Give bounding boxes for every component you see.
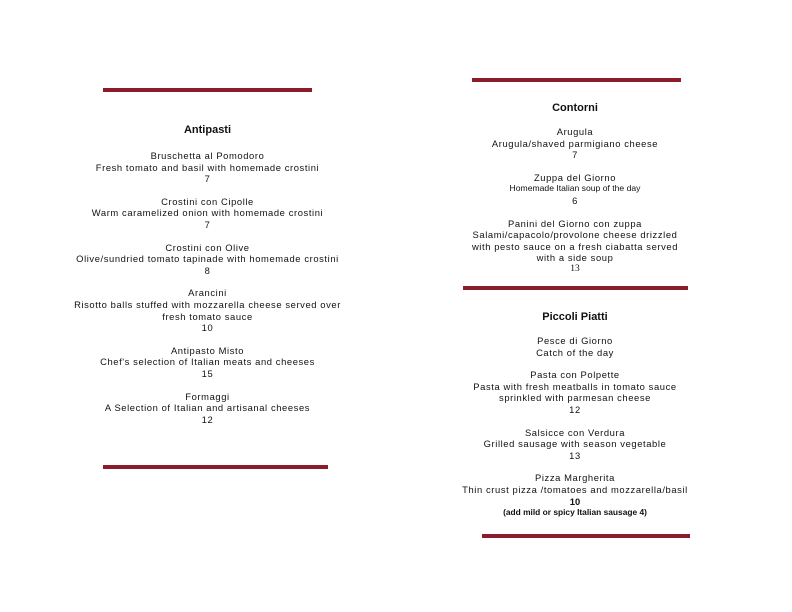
menu-item <box>30 150 385 185</box>
antipasti-title: Antipasti <box>183 124 232 136</box>
item-price: 7 <box>572 149 578 161</box>
item-note: (add mild or spicy Italian sausage 4) <box>503 507 647 518</box>
menu-item <box>420 126 730 161</box>
item-description: Chef's selection of Italian meats and cheeses <box>100 356 315 368</box>
item-name: Crostini con Cipolle <box>161 195 254 207</box>
item-price: 7 <box>204 173 211 185</box>
item-description: fresh tomato sauce <box>162 310 253 322</box>
item-description: Pasta with fresh meatballs in tomato sauce <box>473 380 677 392</box>
menu-item <box>420 335 730 358</box>
piccoli-piatti-title: Piccoli Piatti <box>542 311 608 323</box>
item-price: 8 <box>204 264 211 276</box>
item-description: Grilled sausage with season vegetable <box>483 438 667 450</box>
item-name: Pasta con Polpette <box>530 369 620 381</box>
contorni-top-rule <box>472 78 681 82</box>
piccoli-top-rule <box>463 286 688 290</box>
contorni-section <box>420 102 730 276</box>
item-name: Bruschetta al Pomodoro <box>150 150 265 161</box>
menu-item <box>420 472 730 518</box>
menu-item <box>420 369 730 415</box>
item-description: Fresh tomato and basil with homemade crostini <box>95 161 320 173</box>
item-description: Olive/sundried tomato tapinade with homemade crostini <box>76 253 339 265</box>
menu-item <box>30 345 385 380</box>
menu-item <box>420 172 730 207</box>
item-description: Catch of the day <box>536 346 614 358</box>
item-price: 12 <box>201 413 214 425</box>
item-description: Warm caramelized onion with homemade crostini <box>91 207 324 219</box>
item-price: 6 <box>572 194 578 206</box>
item-name: Panini del Giorno con zuppa <box>508 217 642 229</box>
antipasti-top-rule <box>103 88 312 92</box>
menu-item <box>30 242 385 277</box>
item-description: with a side soup <box>536 252 614 264</box>
item-name: Arancini <box>188 287 227 299</box>
item-price: 7 <box>204 218 211 230</box>
item-price: 10 <box>569 495 581 507</box>
item-name: Zuppa del Giorno <box>533 171 617 183</box>
item-description: Risotto balls stuffed with mozzarella cheese served over <box>74 298 341 310</box>
item-price: 15 <box>201 367 214 379</box>
contorni-title: Contorni <box>552 102 598 114</box>
item-description: sprinkled with parmesan cheese <box>499 392 651 404</box>
item-name: Pesce di Giorno <box>537 335 613 346</box>
menu-item <box>30 391 385 426</box>
menu-item <box>30 287 385 333</box>
item-description: A Selection of Italian and artisanal cheeses <box>104 402 311 414</box>
menu-item <box>420 218 730 276</box>
item-price: 13 <box>570 263 580 274</box>
item-price: 13 <box>569 449 581 461</box>
item-price: 12 <box>569 403 581 415</box>
item-name: Antipasto Misto <box>170 344 245 356</box>
item-description: Arugula/shaved parmigiano cheese <box>491 137 659 149</box>
menu-item <box>420 427 730 462</box>
antipasti-section <box>30 124 385 425</box>
item-name: Salsicce con Verdura <box>524 426 626 438</box>
item-price: 10 <box>201 322 214 334</box>
item-name: Formaggi <box>185 390 230 402</box>
antipasti-bottom-rule <box>103 465 328 469</box>
piccoli-bottom-rule <box>482 534 690 538</box>
item-name: Crostini con Olive <box>165 241 250 253</box>
menu-item <box>30 196 385 231</box>
item-description: Salami/capacolo/provolone cheese drizzled <box>472 229 678 241</box>
piccoli-piatti-section <box>420 311 730 519</box>
item-description: Thin crust pizza /tomatoes and mozzarella/basil <box>462 483 688 495</box>
item-name: Arugula <box>556 126 594 137</box>
item-name: Pizza Margherita <box>535 472 615 484</box>
item-description: Homemade Italian soup of the day <box>509 183 641 194</box>
item-description: with pesto sauce on a fresh ciabatta served <box>471 240 679 252</box>
